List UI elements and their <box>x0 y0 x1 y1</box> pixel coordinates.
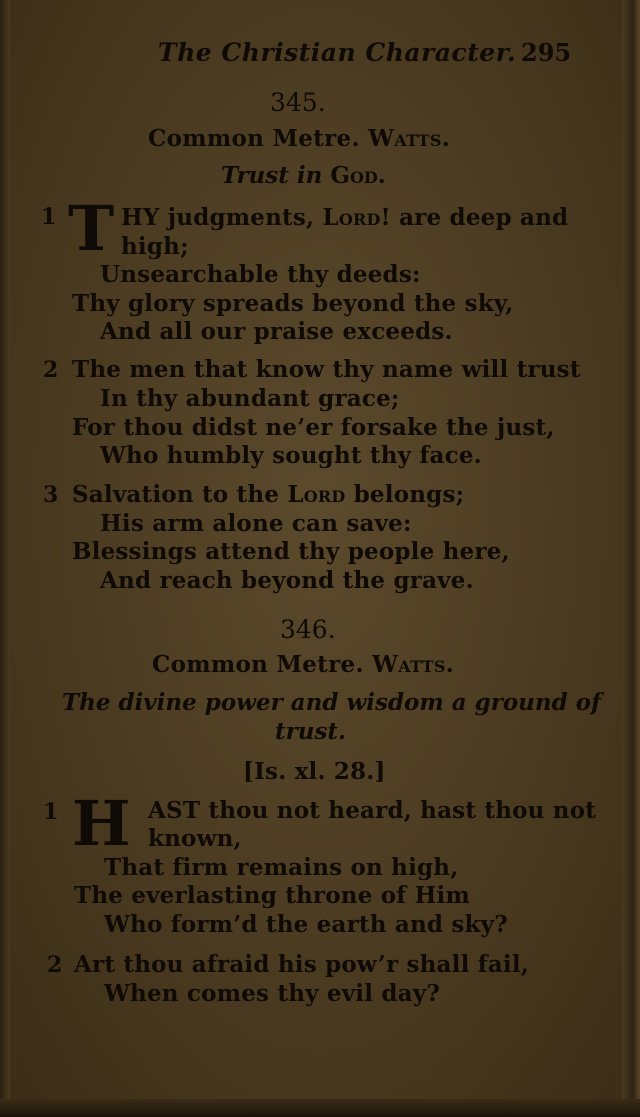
hymn-345-title <box>221 162 386 189</box>
hymn-346-dropcap: H <box>72 787 131 860</box>
hymn-345-v3-line-4: And reach beyond the grave. <box>100 567 474 594</box>
running-header-title: The Christian Character. <box>158 38 517 67</box>
hymn-345-v3-line-1-c: belongs; <box>353 481 465 508</box>
hymn-345-dropcap: T <box>68 192 115 265</box>
hymn-345-v2-line-2: In thy abundant grace; <box>100 385 400 412</box>
hymn-345-v1-line-2: high; <box>121 233 189 260</box>
hymn-345-v1-line-3: Unsearchable thy deeds: <box>100 261 421 288</box>
hymn-345-meter: Common Metre. <box>148 125 360 152</box>
hymn-346-v1-line-5: Who form’d the earth and sky? <box>104 911 508 938</box>
hymn-346-title-line-1: The divine power and wisdom a ground of <box>62 689 601 716</box>
hymn-346-v1-line-3: That firm remains on high, <box>104 854 459 881</box>
hymn-345-verse-3-number: 3 <box>43 482 59 508</box>
hymn-346-meter: Common Metre. <box>152 651 364 678</box>
hymn-345-v1-line-5: And all our praise exceeds. <box>100 318 453 345</box>
hymn-345-author: Watts. <box>368 125 451 152</box>
page-right-edge <box>622 0 640 1117</box>
hymn-345-v3-line-3: Blessings attend thy people here, <box>72 538 510 565</box>
hymn-346-v2-line-2: When comes thy evil day? <box>104 980 441 1007</box>
hymn-346-v2-line-1: Art thou afraid his pow’r shall fail, <box>74 951 530 978</box>
hymn-345-title-italic: Trust in <box>221 162 323 189</box>
hymn-345-v2-line-4: Who humbly sought thy face. <box>100 442 482 469</box>
page-bottom-edge <box>0 1099 640 1117</box>
hymn-345-v1-line-1-a: HY judgments, <box>121 204 315 231</box>
hymn-345-v2-line-3: For thou didst ne’er forsake the just, <box>72 414 555 441</box>
hymn-345-v3-line-1-a: Salvation to the <box>72 481 280 508</box>
hymn-345-v3-line-2: His arm alone can save: <box>100 510 412 537</box>
hymn-345-v1-line-1 <box>121 204 568 231</box>
hymn-346-author: Watts. <box>372 651 455 678</box>
hymn-345-meter-line <box>148 125 450 152</box>
hymn-345-v1-line-1-lord: Lord! <box>322 204 391 231</box>
hymn-345-verse-2-number: 2 <box>43 357 59 383</box>
page-number: 295 <box>521 38 572 67</box>
hymn-346-number: 346. <box>280 615 336 644</box>
hymn-346-verse-2-number: 2 <box>47 952 63 978</box>
hymn-346-meter-line <box>152 651 454 678</box>
hymn-345-v1-line-4: Thy glory spreads beyond the sky, <box>72 290 514 317</box>
hymn-345-v3-line-1 <box>72 481 464 508</box>
hymn-345-v3-line-1-lord: Lord <box>287 481 346 508</box>
hymn-345-verse-1-number: 1 <box>41 204 57 230</box>
hymn-345-v2-line-1: The men that know thy name will trust <box>72 356 581 383</box>
hymn-345-title-god: God. <box>330 162 386 189</box>
hymn-346-v1-line-4: The everlasting throne of Him <box>74 882 471 909</box>
hymn-346-v1-line-2: known, <box>148 825 242 852</box>
hymn-345-v1-line-1-c: are deep and <box>399 204 569 231</box>
hymn-345-number: 345. <box>270 88 326 117</box>
page-left-edge <box>0 0 10 1117</box>
hymn-346-title-line-2: trust. <box>275 718 347 745</box>
hymn-346-v1-line-1: AST thou not heard, hast thou not <box>148 797 597 824</box>
hymn-346-verse-1-number: 1 <box>43 799 59 825</box>
hymn-346-scripture-reference: [Is. xl. 28.] <box>243 758 386 785</box>
